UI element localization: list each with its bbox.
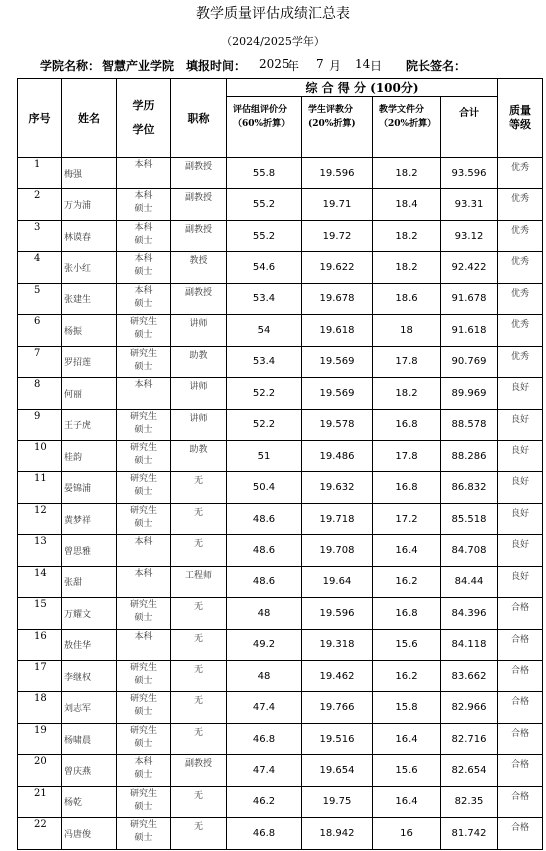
table-row: [18, 786, 543, 817]
row-education: [117, 252, 171, 283]
row-edu-level: 研究生: [129, 600, 157, 611]
row-education: [117, 158, 171, 189]
row-student-eval: 19.516: [302, 723, 373, 754]
row-degree: 硕士: [134, 235, 153, 246]
row-total: 93.596: [441, 158, 498, 189]
row-name: 晏锦浦: [62, 472, 117, 503]
row-index: 11: [18, 472, 62, 503]
table-row: [18, 629, 543, 660]
row-index: 19: [18, 723, 62, 754]
row-grade: 优秀: [498, 315, 543, 346]
row-edu-level: 研究生: [129, 788, 157, 799]
row-title: 无: [171, 786, 227, 817]
row-edu-level: 研究生: [129, 663, 157, 673]
row-title: 无: [171, 503, 227, 534]
row-edu-level: 研究生: [129, 694, 157, 705]
row-grade: 合格: [498, 723, 543, 754]
header-total: 合计: [441, 97, 498, 158]
row-edu-level: 本科: [134, 285, 153, 296]
row-edu-level: 本科: [134, 537, 153, 548]
row-docs-score: 17.2: [373, 503, 441, 534]
row-name: 黄梦祥: [62, 503, 117, 534]
row-name: 万耀文: [62, 598, 117, 629]
row-peer-eval: 46.2: [227, 786, 302, 817]
row-student-eval: 19.64: [302, 566, 373, 597]
row-index: 7: [18, 346, 62, 377]
table-row: [18, 409, 543, 440]
row-index: 4: [18, 252, 62, 283]
row-peer-eval: 54.6: [227, 252, 302, 283]
row-docs-score: 18.6: [373, 283, 441, 314]
header-score-group: 综 合 得 分 (100分): [227, 79, 498, 97]
row-education: [117, 440, 171, 471]
row-student-eval: 19.678: [302, 283, 373, 314]
row-edu-level: 本科: [134, 191, 153, 202]
row-degree: 硕士: [134, 801, 153, 812]
row-degree: 硕士: [134, 298, 153, 309]
row-index: 15: [18, 598, 62, 629]
table-row: [18, 723, 543, 754]
row-name: 张建生: [62, 283, 117, 314]
row-title: 无: [171, 692, 227, 723]
row-index: 12: [18, 503, 62, 534]
row-grade: 良好: [498, 503, 543, 534]
row-edu-level: 研究生: [129, 725, 157, 736]
row-education: [117, 409, 171, 440]
row-docs-score: 17.8: [373, 346, 441, 377]
row-docs-score: 16.4: [373, 786, 441, 817]
row-name: 杨振: [62, 315, 117, 346]
row-name: 李继权: [62, 661, 117, 692]
header-edu-line1: 学历: [132, 99, 155, 112]
row-grade: 合格: [498, 629, 543, 660]
row-peer-eval: 53.4: [227, 346, 302, 377]
row-index: 18: [18, 692, 62, 723]
table-row: [18, 346, 543, 377]
row-index: 13: [18, 535, 62, 566]
row-student-eval: 19.654: [302, 755, 373, 786]
table-row: [18, 220, 543, 251]
table-row: [18, 283, 543, 314]
row-total: 93.31: [441, 189, 498, 220]
row-peer-eval: 52.2: [227, 378, 302, 409]
row-degree: 硕士: [134, 487, 153, 498]
row-education: [117, 723, 171, 754]
row-student-eval: 19.632: [302, 472, 373, 503]
row-education: [117, 535, 171, 566]
college-label: 学院名称：: [40, 59, 101, 73]
row-student-eval: 19.75: [302, 786, 373, 817]
header-docs: 教学文件分 （20%折算）: [373, 97, 441, 158]
row-degree: 硕士: [134, 267, 153, 278]
row-index: 3: [18, 220, 62, 251]
row-name: 曾思雅: [62, 535, 117, 566]
row-degree: 硕士: [134, 770, 153, 781]
row-total: 90.769: [441, 346, 498, 377]
row-index: 14: [18, 566, 62, 597]
row-peer-eval: 47.4: [227, 755, 302, 786]
row-title: 教授: [171, 252, 227, 283]
row-peer-eval: 46.8: [227, 723, 302, 754]
row-index: 9: [18, 409, 62, 440]
table-row: [18, 818, 543, 849]
row-docs-score: 16.4: [373, 723, 441, 754]
table-row: [18, 252, 543, 283]
row-title: 助教: [171, 440, 227, 471]
row-grade: 合格: [498, 692, 543, 723]
row-student-eval: 19.72: [302, 220, 373, 251]
header-name: 姓名: [62, 79, 117, 158]
page-title: 教学质量评估成绩汇总表: [196, 6, 350, 22]
row-title: 讲师: [171, 315, 227, 346]
row-edu-level: 本科: [134, 222, 153, 233]
row-title: 无: [171, 629, 227, 660]
header-edu-line2: 学位: [132, 123, 155, 136]
header-education: [117, 79, 171, 158]
table-row: [18, 661, 543, 692]
row-peer-eval: 50.4: [227, 472, 302, 503]
college-name: 智慧产业学院: [102, 59, 175, 73]
info-line: [20, 57, 540, 73]
row-grade: 优秀: [498, 252, 543, 283]
row-docs-score: 18.2: [373, 378, 441, 409]
row-name: 梅强: [62, 158, 117, 189]
day-char: 日: [370, 59, 383, 73]
row-name: 冯唐俊: [62, 818, 117, 849]
row-education: [117, 220, 171, 251]
row-total: 82.716: [441, 723, 498, 754]
table-row: [18, 566, 543, 597]
row-education: [117, 566, 171, 597]
row-docs-score: 18.2: [373, 252, 441, 283]
row-title: 无: [171, 535, 227, 566]
row-education: [117, 378, 171, 409]
row-name: 刘志军: [62, 692, 117, 723]
row-title: 工程师: [171, 566, 227, 597]
row-peer-eval: 47.4: [227, 692, 302, 723]
row-title: 无: [171, 661, 227, 692]
row-education: [117, 315, 171, 346]
row-index: 2: [18, 189, 62, 220]
row-total: 85.518: [441, 503, 498, 534]
row-total: 82.654: [441, 755, 498, 786]
row-grade: 优秀: [498, 158, 543, 189]
row-peer-eval: 46.8: [227, 818, 302, 849]
row-student-eval: 19.578: [302, 409, 373, 440]
row-edu-level: 本科: [134, 254, 153, 265]
row-edu-level: 研究生: [129, 474, 157, 485]
row-title: 助教: [171, 346, 227, 377]
row-title: 副教授: [171, 189, 227, 220]
row-grade: 良好: [498, 472, 543, 503]
row-student-eval: 19.718: [302, 503, 373, 534]
row-student-eval: 19.318: [302, 629, 373, 660]
row-name: 杨啸晨: [62, 723, 117, 754]
row-total: 84.708: [441, 535, 498, 566]
row-education: [117, 629, 171, 660]
row-peer-eval: 48: [227, 598, 302, 629]
row-name: 张甜: [62, 566, 117, 597]
row-edu-level: 研究生: [129, 820, 157, 831]
row-index: 20: [18, 755, 62, 786]
row-docs-score: 16.2: [373, 566, 441, 597]
row-name: 何丽: [62, 378, 117, 409]
row-grade: 优秀: [498, 283, 543, 314]
row-edu-level: 本科: [134, 757, 153, 768]
row-index: 22: [18, 818, 62, 849]
row-education: [117, 472, 171, 503]
fill-year: 2025: [259, 57, 290, 71]
row-degree: 硕士: [134, 518, 153, 529]
row-docs-score: 16.2: [373, 661, 441, 692]
academic-year: （2024/2025学年）: [221, 35, 325, 48]
row-title: 副教授: [171, 220, 227, 251]
table-row: [18, 158, 543, 189]
row-edu-level: 本科: [134, 160, 153, 170]
row-docs-score: 18.4: [373, 189, 441, 220]
header-title: 职称: [171, 79, 227, 158]
row-total: 89.969: [441, 378, 498, 409]
row-index: 5: [18, 283, 62, 314]
row-docs-score: 16.8: [373, 409, 441, 440]
row-title: 讲师: [171, 409, 227, 440]
row-name: 罗招莲: [62, 346, 117, 377]
header-student-eval: 学生评教分 (20%折算): [302, 97, 373, 158]
row-education: [117, 189, 171, 220]
row-degree: 硕士: [134, 361, 153, 372]
row-grade: 合格: [498, 818, 543, 849]
row-title: 讲师: [171, 378, 227, 409]
row-docs-score: 15.6: [373, 629, 441, 660]
row-total: 84.44: [441, 566, 498, 597]
row-name: 曾庆燕: [62, 755, 117, 786]
row-peer-eval: 51: [227, 440, 302, 471]
header-peer-eval: 评估组评价分 （60%折算）: [227, 97, 302, 158]
row-education: [117, 283, 171, 314]
row-degree: 硕士: [134, 833, 153, 844]
row-edu-level: 本科: [134, 631, 153, 642]
row-docs-score: 16.4: [373, 535, 441, 566]
row-total: 84.118: [441, 629, 498, 660]
row-docs-score: 15.8: [373, 692, 441, 723]
row-degree: 硕士: [134, 330, 153, 341]
row-education: [117, 598, 171, 629]
row-edu-level: 研究生: [129, 348, 157, 359]
row-docs-score: 16: [373, 818, 441, 849]
row-student-eval: 19.596: [302, 598, 373, 629]
row-degree: 硕士: [134, 676, 153, 686]
row-title: 副教授: [171, 283, 227, 314]
row-peer-eval: 49.2: [227, 629, 302, 660]
row-grade: 良好: [498, 566, 543, 597]
header-grade: 质量等级: [498, 79, 543, 158]
row-total: 93.12: [441, 220, 498, 251]
row-peer-eval: 55.2: [227, 189, 302, 220]
row-student-eval: 19.708: [302, 535, 373, 566]
row-student-eval: 19.622: [302, 252, 373, 283]
row-peer-eval: 48.6: [227, 566, 302, 597]
row-index: 21: [18, 786, 62, 817]
dean-sign-label: 院长签名：: [406, 59, 467, 73]
row-degree: 硕士: [134, 455, 153, 466]
row-edu-level: 研究生: [129, 411, 157, 422]
row-total: 91.618: [441, 315, 498, 346]
row-student-eval: 19.618: [302, 315, 373, 346]
row-peer-eval: 48.6: [227, 535, 302, 566]
row-student-eval: 18.942: [302, 818, 373, 849]
row-education: [117, 786, 171, 817]
row-education: [117, 661, 171, 692]
row-total: 82.35: [441, 786, 498, 817]
table-row: [18, 315, 543, 346]
row-degree: 硕士: [134, 613, 153, 624]
row-total: 84.396: [441, 598, 498, 629]
row-peer-eval: 55.8: [227, 158, 302, 189]
header-index: 序号: [18, 79, 62, 158]
row-grade: 优秀: [498, 346, 543, 377]
table-row: [18, 598, 543, 629]
row-docs-score: 18.2: [373, 220, 441, 251]
row-index: 8: [18, 378, 62, 409]
table-row: [18, 755, 543, 786]
row-total: 81.742: [441, 818, 498, 849]
table-row: [18, 535, 543, 566]
year-char: 年: [287, 59, 300, 73]
table-row: [18, 692, 543, 723]
table-row: [18, 472, 543, 503]
row-grade: 良好: [498, 409, 543, 440]
row-docs-score: 16.8: [373, 472, 441, 503]
row-student-eval: 19.569: [302, 378, 373, 409]
fill-time-label: 填报时间：: [186, 59, 247, 73]
row-total: 92.422: [441, 252, 498, 283]
row-docs-score: 18.2: [373, 158, 441, 189]
row-edu-level: 研究生: [129, 317, 157, 328]
row-peer-eval: 48.6: [227, 503, 302, 534]
row-peer-eval: 48: [227, 661, 302, 692]
row-name: 万为浦: [62, 189, 117, 220]
row-total: 88.578: [441, 409, 498, 440]
row-edu-level: 研究生: [129, 505, 157, 516]
row-grade: 合格: [498, 755, 543, 786]
row-degree: 硕士: [134, 204, 153, 215]
row-edu-level: 本科: [134, 568, 153, 579]
row-name: 张小红: [62, 252, 117, 283]
row-edu-level: 本科: [134, 380, 153, 391]
row-index: 16: [18, 629, 62, 660]
row-title: 无: [171, 818, 227, 849]
row-total: 88.286: [441, 440, 498, 471]
month-char: 月: [329, 59, 342, 73]
table-row: [18, 503, 543, 534]
row-student-eval: 19.71: [302, 189, 373, 220]
row-title: 无: [171, 598, 227, 629]
row-grade: 合格: [498, 598, 543, 629]
row-title: 副教授: [171, 158, 227, 189]
row-total: 91.678: [441, 283, 498, 314]
row-name: 林谟春: [62, 220, 117, 251]
row-education: [117, 692, 171, 723]
row-name: 王子虎: [62, 409, 117, 440]
fill-day: 14: [355, 57, 371, 71]
row-grade: 良好: [498, 440, 543, 471]
score-table: [17, 78, 543, 850]
row-grade: 合格: [498, 786, 543, 817]
row-peer-eval: 54: [227, 315, 302, 346]
row-degree: 硕士: [134, 738, 153, 749]
row-docs-score: 15.6: [373, 755, 441, 786]
row-peer-eval: 52.2: [227, 409, 302, 440]
row-education: [117, 346, 171, 377]
row-name: 杨乾: [62, 786, 117, 817]
row-education: [117, 818, 171, 849]
row-student-eval: 19.569: [302, 346, 373, 377]
row-total: 83.662: [441, 661, 498, 692]
row-student-eval: 19.766: [302, 692, 373, 723]
row-title: 无: [171, 723, 227, 754]
table-row: [18, 440, 543, 471]
row-index: 17: [18, 661, 62, 692]
row-title: 副教授: [171, 755, 227, 786]
row-edu-level: 研究生: [129, 442, 157, 453]
row-title: 无: [171, 472, 227, 503]
row-docs-score: 18: [373, 315, 441, 346]
table-row: [18, 189, 543, 220]
row-education: [117, 755, 171, 786]
row-index: 10: [18, 440, 62, 471]
row-name: 敖佳华: [62, 629, 117, 660]
row-total: 86.832: [441, 472, 498, 503]
table-row: [18, 378, 543, 409]
row-degree: 硕士: [134, 707, 153, 718]
row-total: 82.966: [441, 692, 498, 723]
fill-month: 7: [316, 57, 324, 71]
row-name: 桂韵: [62, 440, 117, 471]
row-student-eval: 19.462: [302, 661, 373, 692]
row-grade: 合格: [498, 661, 543, 692]
row-student-eval: 19.596: [302, 158, 373, 189]
row-grade: 良好: [498, 535, 543, 566]
row-index: 1: [18, 158, 62, 189]
row-peer-eval: 55.2: [227, 220, 302, 251]
row-index: 6: [18, 315, 62, 346]
row-student-eval: 19.486: [302, 440, 373, 471]
row-education: [117, 503, 171, 534]
row-docs-score: 17.8: [373, 440, 441, 471]
row-grade: 优秀: [498, 220, 543, 251]
row-docs-score: 16.8: [373, 598, 441, 629]
row-degree: 硕士: [134, 424, 153, 435]
row-peer-eval: 53.4: [227, 283, 302, 314]
row-grade: 优秀: [498, 189, 543, 220]
row-grade: 良好: [498, 378, 543, 409]
